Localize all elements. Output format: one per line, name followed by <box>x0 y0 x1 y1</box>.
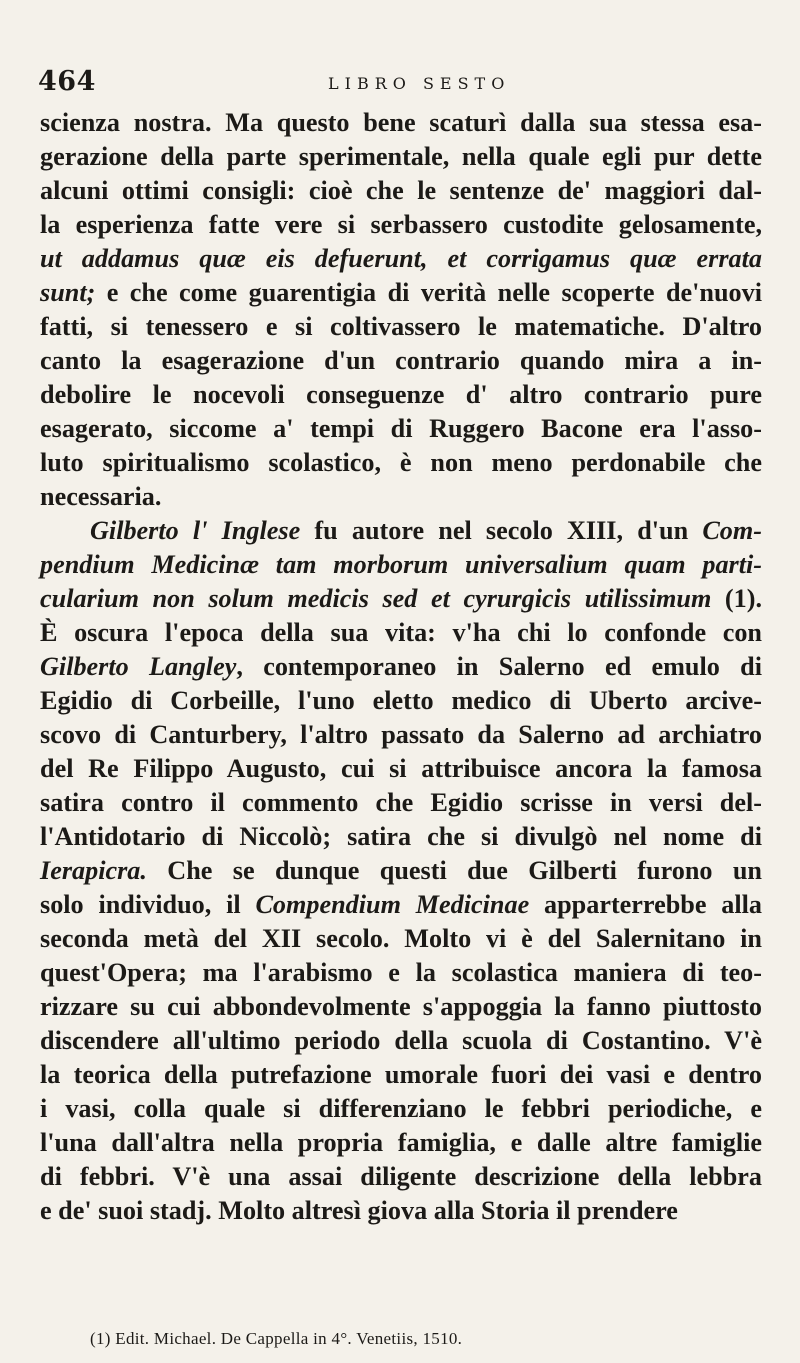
text-line <box>40 1024 762 1058</box>
text-line <box>40 174 762 208</box>
italic-text: Ierapicra. <box>40 856 147 885</box>
text-line <box>40 514 762 548</box>
text-line <box>40 820 762 854</box>
text-run: di febbri. V'è una assai diligente descrizione della lebbra <box>40 1162 762 1191</box>
text-line <box>40 990 762 1024</box>
text-run: alcuni ottimi consigli: cioè che le sentenze de' maggiori dal- <box>40 176 762 205</box>
text-run: quest'Opera; ma l'arabismo e la scolastica maniera di teo- <box>40 958 762 987</box>
text-line <box>40 1126 762 1160</box>
text-line <box>40 242 762 276</box>
body-text <box>40 106 762 1228</box>
text-line <box>40 582 762 616</box>
text-line <box>40 140 762 174</box>
text-line <box>40 1160 762 1194</box>
text-run: scienza nostra. Ma questo bene scaturì dalla sua stessa esa- <box>40 108 762 137</box>
text-run: esagerato, siccome a' tempi di Ruggero Bacone era l'asso- <box>40 414 762 443</box>
text-run: l'Antidotario di Niccolò; satira che si divulgò nel nome di <box>40 822 762 851</box>
text-line <box>40 616 762 650</box>
italic-text: pendium Medicinæ tam morborum universalium quam parti- <box>40 550 762 579</box>
text-run: discendere all'ultimo periodo della scuola di Costantino. V'è <box>40 1026 762 1055</box>
text-run: e che come guarentigia di verità nelle scoperte de'nuovi <box>95 278 762 307</box>
text-run: , contemporaneo in Salerno ed emulo di <box>236 652 762 681</box>
text-line <box>40 276 762 310</box>
italic-text: sunt; <box>40 278 96 307</box>
italic-text: Com- <box>702 516 762 545</box>
text-run: i vasi, colla quale si differenziano le febbri periodiche, e <box>40 1094 762 1123</box>
italic-text: Gilberto l' Inglese <box>90 516 301 545</box>
text-line <box>40 718 762 752</box>
text-run: (1). <box>711 584 762 613</box>
text-run: È oscura l'epoca della sua vita: v'ha chi lo confonde con <box>40 618 762 647</box>
text-run: canto la esagerazione d'un contrario quando mira a in- <box>40 346 762 375</box>
footnote: (1) Edit. Michael. De Cappella in 4°. Venetiis, 1510. <box>90 1329 463 1348</box>
text-run: solo individuo, il <box>40 890 256 919</box>
text-line <box>40 922 762 956</box>
text-line <box>40 1058 762 1092</box>
text-line <box>40 786 762 820</box>
text-line <box>40 446 762 480</box>
text-line <box>40 650 762 684</box>
text-run: debolire le nocevoli conseguenze d' altro contrario pure <box>40 380 762 409</box>
paragraph <box>40 514 762 1228</box>
paragraph <box>40 106 762 514</box>
text-line <box>40 106 762 140</box>
text-run: luto spiritualismo scolastico, è non meno perdonabile che <box>40 448 762 477</box>
page-header <box>38 66 762 102</box>
text-line <box>40 548 762 582</box>
text-line <box>40 888 762 922</box>
text-line <box>40 412 762 446</box>
text-run: necessaria. <box>40 482 162 511</box>
text-line <box>40 1194 762 1228</box>
text-run: e de' suoi stadj. Molto altresì giova alla Storia il prendere <box>40 1196 678 1225</box>
italic-text: Compendium Medicinae <box>255 890 530 919</box>
text-run: gerazione della parte sperimentale, nella quale egli pur dette <box>40 142 762 171</box>
italic-text: Gilberto Langley <box>40 652 237 681</box>
text-line <box>40 752 762 786</box>
page-number: 464 <box>38 66 96 97</box>
text-run: la esperienza fatte vere si serbassero custodite gelosamente, <box>40 210 762 239</box>
text-line <box>40 684 762 718</box>
running-head: LIBRO SESTO <box>328 74 511 93</box>
text-run: rizzare su cui abbondevolmente s'appoggia la fanno piuttosto <box>40 992 762 1021</box>
text-run: la teorica della putrefazione umorale fuori dei vasi e dentro <box>40 1060 762 1089</box>
text-line <box>40 480 762 514</box>
text-run: satira contro il commento che Egidio scrisse in versi del- <box>40 788 762 817</box>
text-line <box>40 854 762 888</box>
italic-text: ut addamus quæ eis defuerunt, et corrigamus quæ errata <box>40 244 762 273</box>
text-run: fatti, si tenessero e si coltivassero le matematiche. D'altro <box>40 312 762 341</box>
text-run: apparterrebbe alla <box>529 890 762 919</box>
italic-text: cularium non solum medicis sed et cyrurgicis utilissimum <box>40 584 712 613</box>
text-run: fu autore nel secolo XIII, d'un <box>300 516 703 545</box>
text-run: l'una dall'altra nella propria famiglia, e dalle altre famiglie <box>40 1128 762 1157</box>
text-run: scovo di Canturbery, l'altro passato da Salerno ad archiatro <box>40 720 762 749</box>
text-line <box>40 344 762 378</box>
text-run: Egidio di Corbeille, l'uno eletto medico di Uberto arcive- <box>40 686 762 715</box>
text-line <box>40 1092 762 1126</box>
text-run: seconda metà del XII secolo. Molto vi è del Salernitano in <box>40 924 762 953</box>
text-run: del Re Filippo Augusto, cui si attribuisce ancora la famosa <box>40 754 762 783</box>
text-line <box>40 310 762 344</box>
text-run: Che se dunque questi due Gilberti furono un <box>146 856 762 885</box>
text-line <box>40 208 762 242</box>
text-line <box>40 378 762 412</box>
text-line <box>40 956 762 990</box>
